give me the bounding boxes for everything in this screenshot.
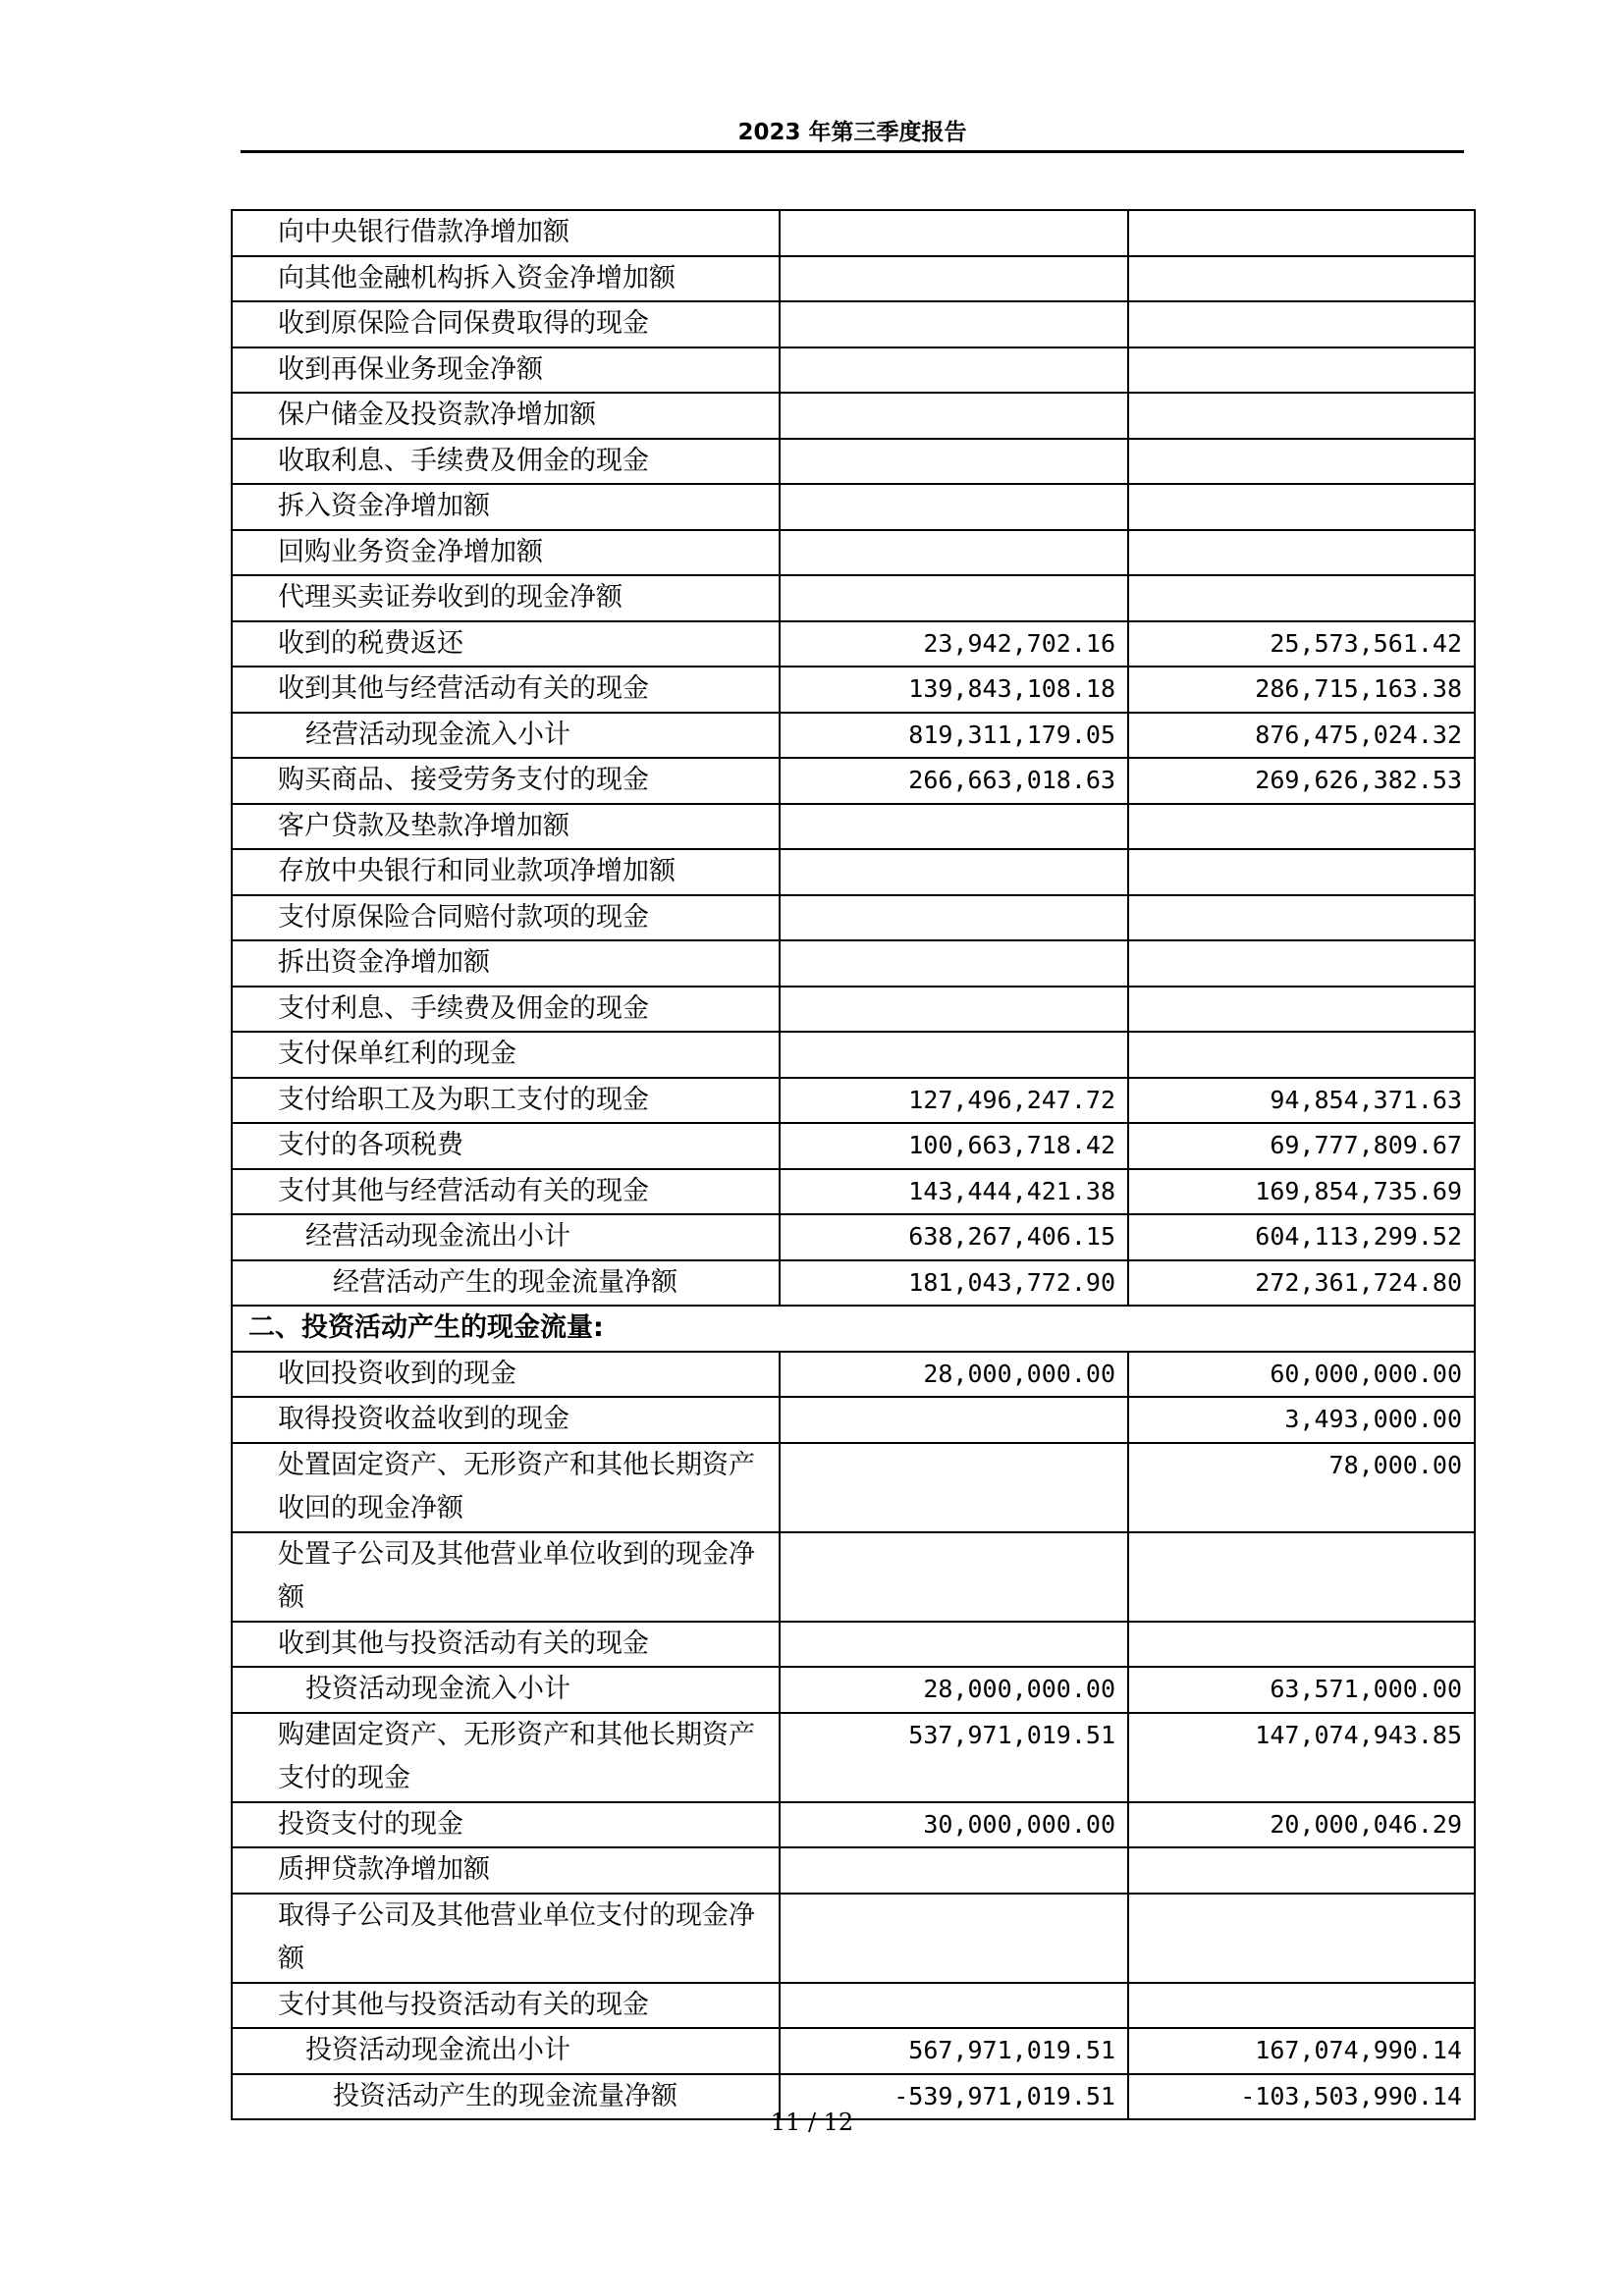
table-row — [232, 347, 1475, 394]
header-divider — [241, 150, 1464, 153]
row-label: 收取利息、手续费及佣金的现金 — [232, 439, 780, 485]
table-row — [232, 1847, 1475, 1894]
prior-period-value — [1128, 393, 1475, 439]
prior-period-value: 147,074,943.85 — [1128, 1713, 1475, 1802]
current-period-value: 28,000,000.00 — [780, 1352, 1128, 1398]
current-period-value — [780, 1397, 1128, 1443]
row-label: 取得投资收益收到的现金 — [232, 1397, 780, 1443]
table-row — [232, 895, 1475, 941]
prior-period-value: 78,000.00 — [1128, 1443, 1475, 1532]
operating-activities-rows — [232, 210, 1475, 1306]
row-label: 支付给职工及为职工支付的现金 — [232, 1078, 780, 1124]
row-label: 支付其他与经营活动有关的现金 — [232, 1169, 780, 1215]
current-period-value — [780, 484, 1128, 530]
section-row — [232, 1306, 1475, 1352]
row-label: 经营活动现金流入小计 — [232, 713, 780, 759]
current-period-value: 819,311,179.05 — [780, 713, 1128, 759]
table-row — [232, 530, 1475, 576]
current-period-value — [780, 1983, 1128, 2029]
row-label: 投资支付的现金 — [232, 1802, 780, 1848]
row-label: 处置固定资产、无形资产和其他长期资产收回的现金净额 — [232, 1443, 780, 1532]
row-label: 保户储金及投资款净增加额 — [232, 393, 780, 439]
current-period-value — [780, 256, 1128, 302]
prior-period-value — [1128, 210, 1475, 256]
row-label: 处置子公司及其他营业单位收到的现金净额 — [232, 1532, 780, 1622]
row-label: 支付保单红利的现金 — [232, 1032, 780, 1078]
row-label: 取得子公司及其他营业单位支付的现金净额 — [232, 1894, 780, 1983]
row-label: 质押贷款净增加额 — [232, 1847, 780, 1894]
row-label: 收到其他与投资活动有关的现金 — [232, 1622, 780, 1668]
row-label: 存放中央银行和同业款项净增加额 — [232, 849, 780, 895]
report-header-title: 2023 年第三季度报告 — [737, 120, 967, 145]
prior-period-value — [1128, 1983, 1475, 2029]
prior-period-value — [1128, 1032, 1475, 1078]
table-row — [232, 1397, 1475, 1443]
current-period-value — [780, 1532, 1128, 1622]
current-period-value: 567,971,019.51 — [780, 2028, 1128, 2074]
current-period-value — [780, 393, 1128, 439]
current-period-value: 638,267,406.15 — [780, 1214, 1128, 1260]
prior-period-value — [1128, 987, 1475, 1033]
cash-flow-table — [231, 209, 1476, 2120]
prior-period-value — [1128, 1894, 1475, 1983]
table-row — [232, 667, 1475, 713]
page-number: 11 / 12 — [770, 2109, 854, 2136]
prior-period-value: 604,113,299.52 — [1128, 1214, 1475, 1260]
table-row — [232, 1532, 1475, 1622]
current-period-value: 100,663,718.42 — [780, 1123, 1128, 1169]
current-period-value: 266,663,018.63 — [780, 758, 1128, 804]
table-row — [232, 1622, 1475, 1668]
table-row — [232, 484, 1475, 530]
prior-period-value — [1128, 256, 1475, 302]
prior-period-value — [1128, 849, 1475, 895]
prior-period-value — [1128, 940, 1475, 987]
prior-period-value: 60,000,000.00 — [1128, 1352, 1475, 1398]
current-period-value: 23,942,702.16 — [780, 621, 1128, 667]
current-period-value — [780, 940, 1128, 987]
current-period-value: 181,043,772.90 — [780, 1260, 1128, 1307]
row-label: 收到再保业务现金净额 — [232, 347, 780, 394]
row-label: 收回投资收到的现金 — [232, 1352, 780, 1398]
row-label: 拆入资金净增加额 — [232, 484, 780, 530]
table-row — [232, 1894, 1475, 1983]
current-period-value — [780, 1443, 1128, 1532]
current-period-value — [780, 347, 1128, 394]
table-row — [232, 621, 1475, 667]
table-row — [232, 1078, 1475, 1124]
table-row — [232, 1713, 1475, 1802]
current-period-value: 127,496,247.72 — [780, 1078, 1128, 1124]
table-row — [232, 1443, 1475, 1532]
current-period-value: -539,971,019.51 — [780, 2074, 1128, 2120]
row-label: 经营活动产生的现金流量净额 — [232, 1260, 780, 1307]
row-label: 客户贷款及垫款净增加额 — [232, 804, 780, 850]
row-label: 收到原保险合同保费取得的现金 — [232, 301, 780, 347]
current-period-value — [780, 1032, 1128, 1078]
current-period-value — [780, 1622, 1128, 1668]
table-row — [232, 575, 1475, 621]
current-period-value — [780, 575, 1128, 621]
table-row — [232, 1260, 1475, 1307]
current-period-value: 537,971,019.51 — [780, 1713, 1128, 1802]
current-period-value — [780, 1847, 1128, 1894]
table-row — [232, 713, 1475, 759]
section-title: 二、投资活动产生的现金流量: — [232, 1306, 1475, 1352]
current-period-value: 30,000,000.00 — [780, 1802, 1128, 1848]
prior-period-value: 25,573,561.42 — [1128, 621, 1475, 667]
row-label: 投资活动产生的现金流量净额 — [232, 2074, 780, 2120]
prior-period-value — [1128, 804, 1475, 850]
prior-period-value — [1128, 301, 1475, 347]
current-period-value — [780, 987, 1128, 1033]
table-row — [232, 1802, 1475, 1848]
table-row — [232, 439, 1475, 485]
row-label: 代理买卖证券收到的现金净额 — [232, 575, 780, 621]
table-row — [232, 210, 1475, 256]
prior-period-value: 69,777,809.67 — [1128, 1123, 1475, 1169]
prior-period-value — [1128, 1847, 1475, 1894]
table-row — [232, 256, 1475, 302]
prior-period-value: -103,503,990.14 — [1128, 2074, 1475, 2120]
current-period-value — [780, 530, 1128, 576]
current-period-value — [780, 210, 1128, 256]
prior-period-value — [1128, 484, 1475, 530]
row-label: 支付其他与投资活动有关的现金 — [232, 1983, 780, 2029]
current-period-value — [780, 1894, 1128, 1983]
row-label: 投资活动现金流入小计 — [232, 1667, 780, 1713]
investing-section-header — [232, 1306, 1475, 1352]
table-row — [232, 1032, 1475, 1078]
row-label: 购建固定资产、无形资产和其他长期资产支付的现金 — [232, 1713, 780, 1802]
row-label: 收到的税费返还 — [232, 621, 780, 667]
table-row — [232, 2028, 1475, 2074]
table-row — [232, 1352, 1475, 1398]
table-row — [232, 1667, 1475, 1713]
current-period-value — [780, 439, 1128, 485]
prior-period-value: 167,074,990.14 — [1128, 2028, 1475, 2074]
current-period-value — [780, 895, 1128, 941]
row-label: 拆出资金净增加额 — [232, 940, 780, 987]
prior-period-value — [1128, 530, 1475, 576]
table-row — [232, 804, 1475, 850]
current-period-value — [780, 849, 1128, 895]
prior-period-value: 269,626,382.53 — [1128, 758, 1475, 804]
prior-period-value — [1128, 1532, 1475, 1622]
prior-period-value: 63,571,000.00 — [1128, 1667, 1475, 1713]
prior-period-value — [1128, 575, 1475, 621]
investing-activities-rows — [232, 1352, 1475, 2120]
row-label: 支付的各项税费 — [232, 1123, 780, 1169]
table-row — [232, 1123, 1475, 1169]
row-label: 支付利息、手续费及佣金的现金 — [232, 987, 780, 1033]
table-row — [232, 849, 1475, 895]
row-label: 向其他金融机构拆入资金净增加额 — [232, 256, 780, 302]
prior-period-value: 272,361,724.80 — [1128, 1260, 1475, 1307]
current-period-value: 143,444,421.38 — [780, 1169, 1128, 1215]
prior-period-value — [1128, 347, 1475, 394]
current-period-value: 139,843,108.18 — [780, 667, 1128, 713]
row-label: 经营活动现金流出小计 — [232, 1214, 780, 1260]
table-row — [232, 1169, 1475, 1215]
prior-period-value — [1128, 439, 1475, 485]
current-period-value: 28,000,000.00 — [780, 1667, 1128, 1713]
row-label: 购买商品、接受劳务支付的现金 — [232, 758, 780, 804]
row-label: 回购业务资金净增加额 — [232, 530, 780, 576]
table-row — [232, 987, 1475, 1033]
table-row — [232, 1214, 1475, 1260]
table-row — [232, 301, 1475, 347]
prior-period-value: 286,715,163.38 — [1128, 667, 1475, 713]
prior-period-value: 94,854,371.63 — [1128, 1078, 1475, 1124]
row-label: 支付原保险合同赔付款项的现金 — [232, 895, 780, 941]
row-label: 收到其他与经营活动有关的现金 — [232, 667, 780, 713]
row-label: 向中央银行借款净增加额 — [232, 210, 780, 256]
prior-period-value: 20,000,046.29 — [1128, 1802, 1475, 1848]
current-period-value — [780, 804, 1128, 850]
prior-period-value: 169,854,735.69 — [1128, 1169, 1475, 1215]
prior-period-value — [1128, 895, 1475, 941]
table-row — [232, 393, 1475, 439]
prior-period-value: 876,475,024.32 — [1128, 713, 1475, 759]
table-row — [232, 758, 1475, 804]
table-row — [232, 1983, 1475, 2029]
prior-period-value: 3,493,000.00 — [1128, 1397, 1475, 1443]
current-period-value — [780, 301, 1128, 347]
row-label: 投资活动现金流出小计 — [232, 2028, 780, 2074]
prior-period-value — [1128, 1622, 1475, 1668]
table-row — [232, 940, 1475, 987]
